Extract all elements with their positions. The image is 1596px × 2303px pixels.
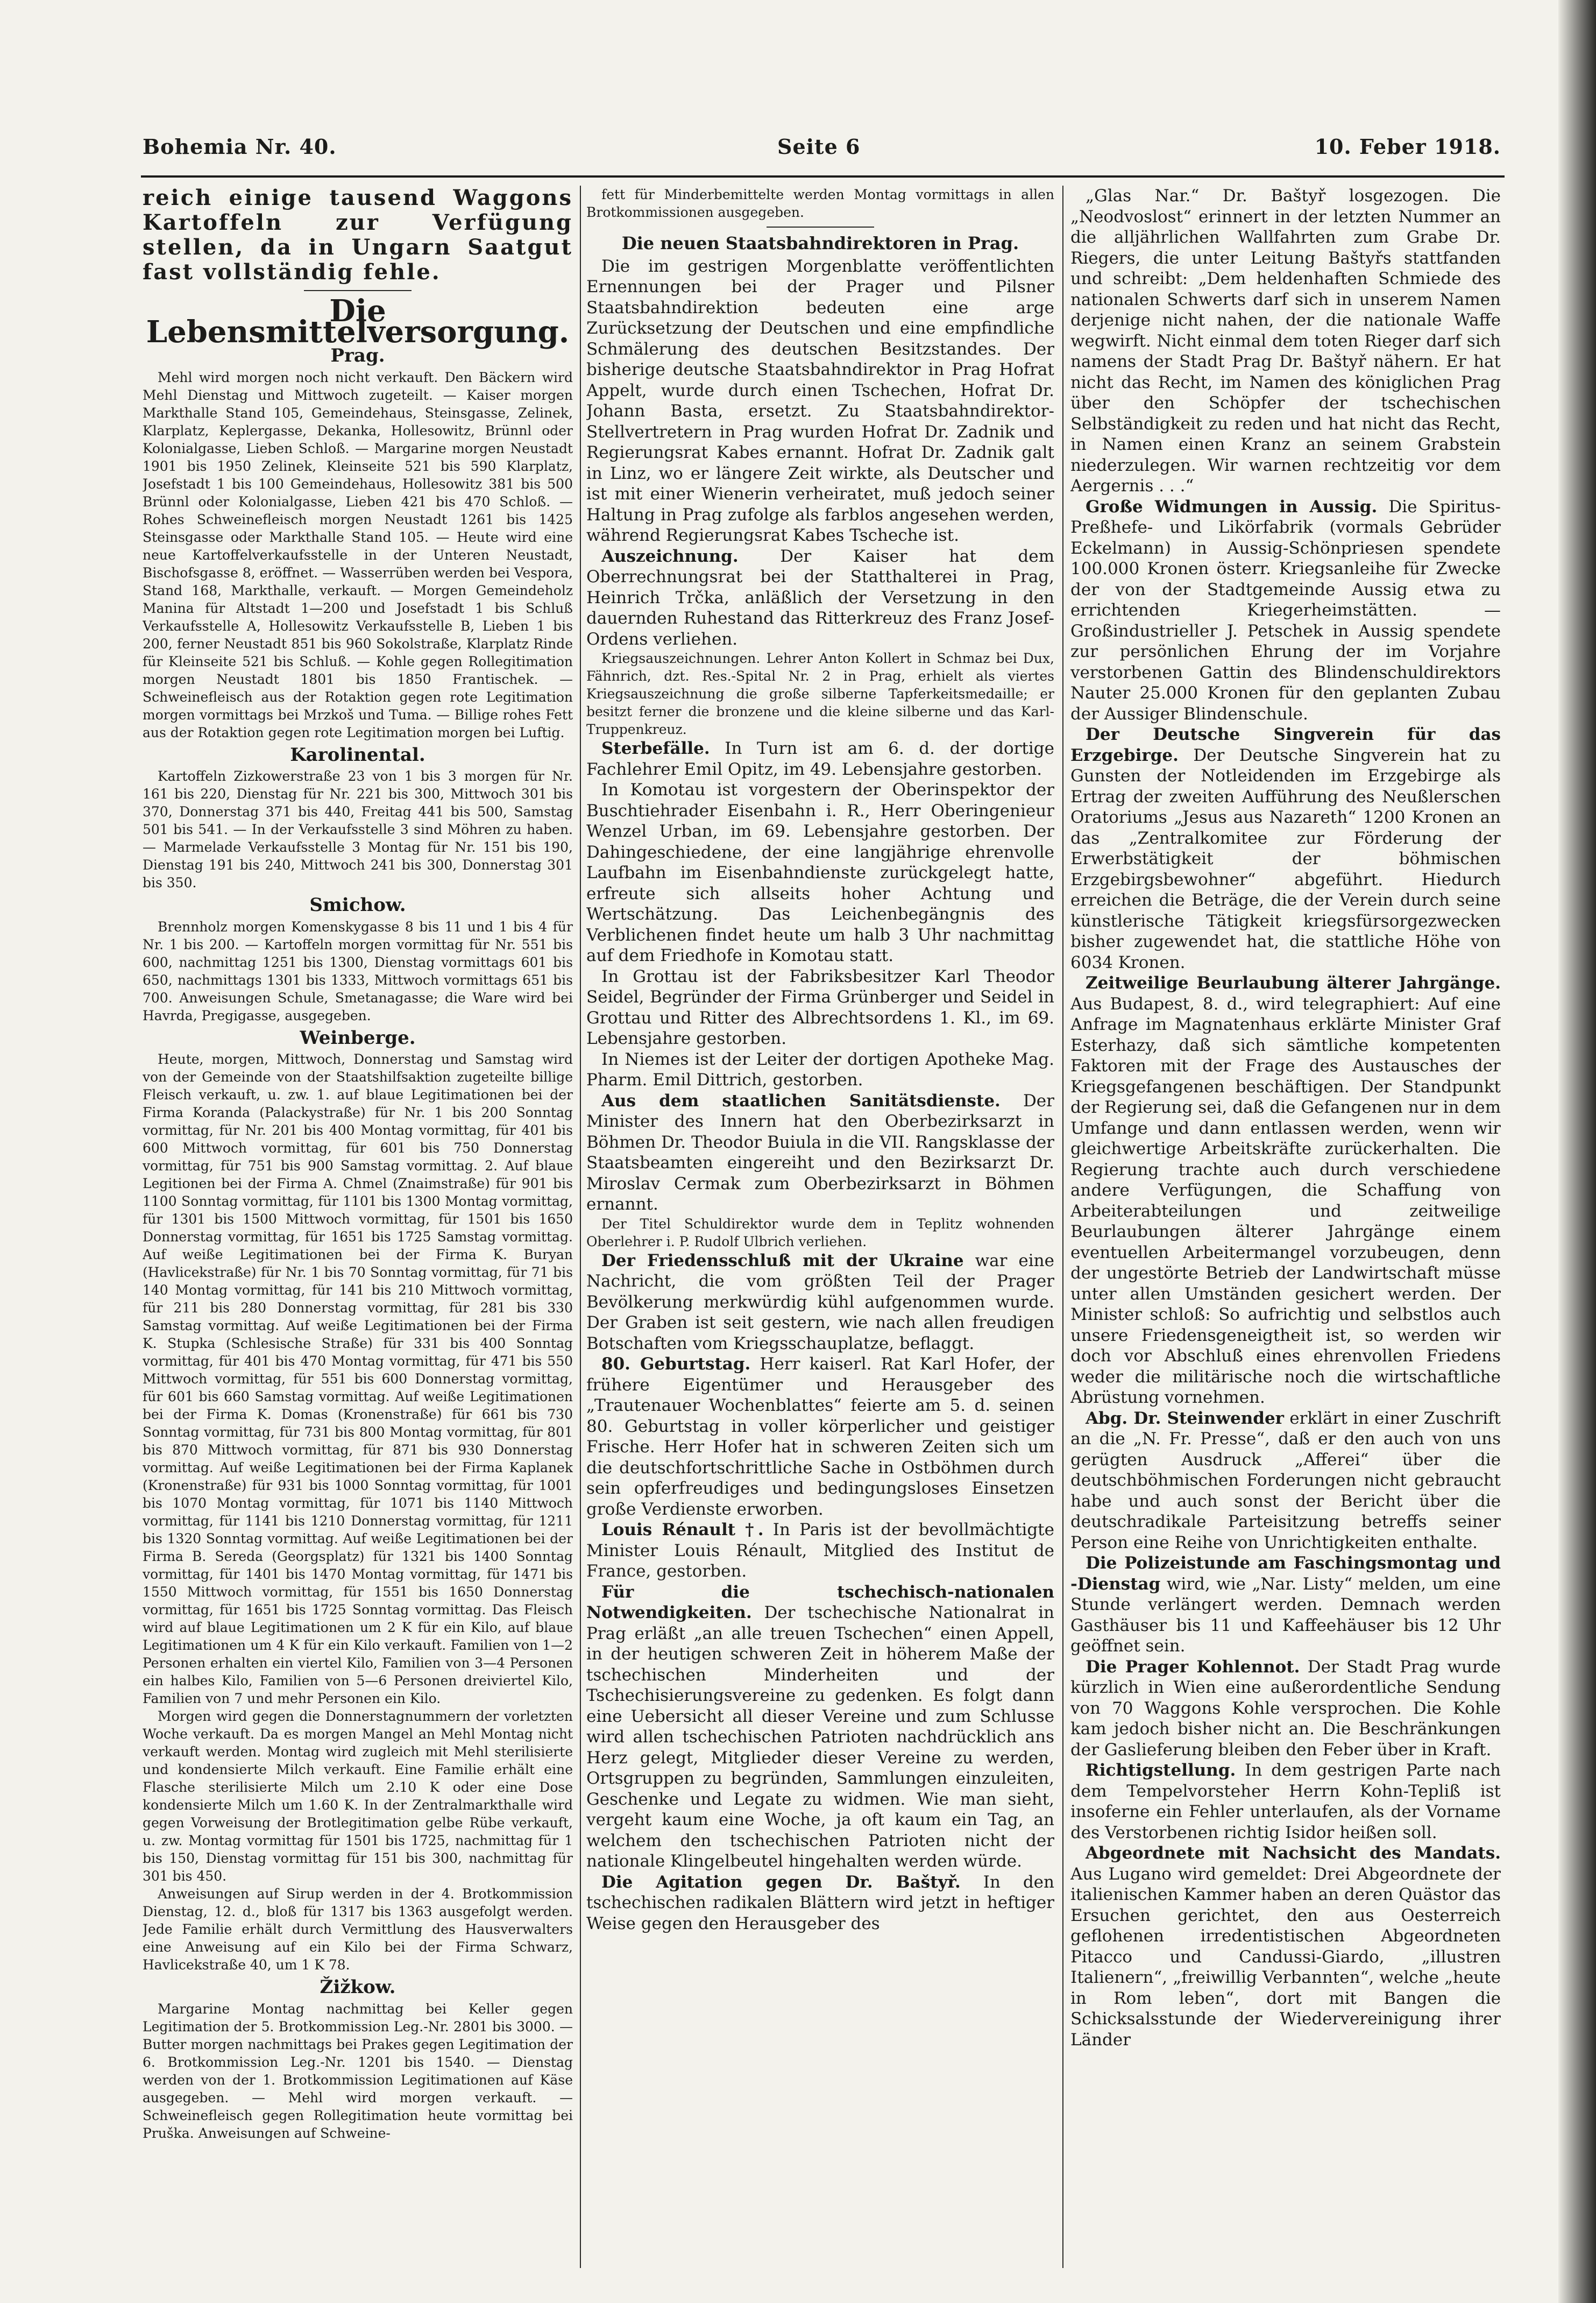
- lead-auszeichnung: Auszeichnung.: [601, 546, 739, 566]
- lead-ukraine: Der Friedensschluß mit der Ukraine: [601, 1251, 964, 1270]
- article-niemes: In Niemes ist der Leiter der dortigen Apotheke Mag. Pharm. Emil Dittrich, gestorben.: [586, 1049, 1054, 1090]
- text-polizeistunde: wird, wie „Nar. Listy“ melden, um eine Stunde verlängert werden. Demnach werden Gasthäuser bis 11 und Kaffeehäuser bis 12 Uhr geöffnet sein.: [1070, 1574, 1501, 1656]
- subhead-weinberge: Weinberge.: [300, 1027, 416, 1049]
- text-renault: In Paris ist der bevollmächtigte Minister Louis Rénault, Mitglied des Institut de France, gestorben.: [586, 1520, 1054, 1581]
- article-kohlennot: [1070, 1657, 1501, 1761]
- article-agitation: [586, 1872, 1054, 1934]
- article-grottau: In Grottau ist der Fabriksbesitzer Karl Theodor Seidel, Begründer der Firma Grünberger und Seidel in Grottau und Ritter des Albrechtsordens 1. Kl., im 69. Lebensjahre gestorben.: [586, 966, 1054, 1048]
- text-ukraine: war eine Nachricht, die vom größten Teil der Prager Bevölkerung merkwürdig kühl aufgenommen wurde. Der Graben ist seit gestern, wie nach allen freudigen Botschaften vom Kriegsschauplatze, beflaggt.: [586, 1251, 1054, 1353]
- text-agitation: In den tschechischen radikalen Blättern wird jetzt in heftiger Weise gegen den Herausgeber des: [586, 1872, 1054, 1933]
- lead-kohlennot: Die Prager Kohlennot.: [1086, 1657, 1300, 1677]
- article-zizkow: Margarine Montag nachmittag bei Keller gegen Legitimation der 5. Brotkommission Leg.-Nr. 2801 bis 3000. — Butter morgen nachmittags bei Prakes gegen Legitimation der 6. Brotkommission Leg.-Nr. 1201 bis 1540. — Dienstag werden von der 1. Brotkommission Legitimationen auf Käse ausgegeben. — Mehl wird morgen verkauft. — Schweinefleisch gegen Rollegitimation heute vormittag bei Pruška. Anweisungen auf Schweine-: [143, 2001, 573, 2141]
- lead-widmungen: Große Widmungen in Aussig.: [1086, 497, 1378, 517]
- article-richtigstellung: [1070, 1760, 1501, 1843]
- article-weinberge-3: Anweisungen auf Sirup werden in der 4. Brotkommission Dienstag, 12. d., bloß für 1317 bis 1363 ausgefolgt werden. Jede Familie erhält durch Vermittlung des Hausverwalters eine Anweisung auf ein Kilo bei der Firma Schwarz, Havlicekstraße 40, um 1 K 78.: [143, 1886, 573, 1973]
- lead-geburtstag: 80. Geburtstag.: [601, 1354, 751, 1374]
- column-2: [586, 186, 1054, 2273]
- article-auszeichnung: [586, 546, 1054, 650]
- lead-richtigstellung: Richtigstellung.: [1086, 1761, 1236, 1780]
- lead-abgeordnete: Abgeordnete mit Nachsicht des Mandats.: [1086, 1843, 1501, 1863]
- column-divider-1: [580, 186, 581, 2268]
- text-beurlaubung: Aus Budapest, 8. d., wird telegraphiert: Auf eine Anfrage im Magnatenhaus erklärte Minister Graf Esterhazy, daß sich sämtliche kompetenten Faktoren mit der Frage des Austausches der Kriegsgefangenen beschäftigen. Der Standpunkt der Regierung sei, daß die Gefangenen nur in dem Umfange und dann entlassen werden, wenn wir gleichwertige Arbeitskräfte zurückerhalten. Die Regierung trachte auch durch verschiedene andere Verfügungen, die Schaffung von Arbeiterabteilungen und zeitweilige Beurlaubungen älterer Jahrgänge einem eventuellen Arbeitermangel vorzubeugen, denn der ungestörte Betrieb der Landwirtschaft müsse unter allen Umständen gesichert werden. Der Minister schloß: So aufrichtig und selbstlos auch unsere Friedensgeneigtheit ist, so werden wir doch vor Abschluß eines ehrenvollen Friedens weder die militärische noch die wirtschaftliche Abrüstung vornehmen.: [1070, 994, 1501, 1407]
- separator: [767, 227, 874, 228]
- lead-renault: Louis Rénault †.: [601, 1520, 764, 1539]
- lead-sanitaetsdienst: Aus dem staatlichen Sanitätsdienste.: [601, 1091, 1001, 1111]
- article-weinberge: Heute, morgen, Mittwoch, Donnerstag und Samstag wird von der Gemeinde von der Staatshilfsaktion zugeteilte billige Fleisch verkauft, u. zw. 1. auf blaue Legitimationen bei der Firma Koranda (Palackystraße) für Nr. 1 bis 200 Sonntag vormittag, für Nr. 201 bis 400 Montag vormittag, für 401 bis 600 Mittwoch vormittag, für 601 bis 750 Donnerstag vormittag, für 751 bis 900 Samstag vormittag. 2. Auf blaue Legitionen bei der Firma A. Chmel (Znaimstraße) für 901 bis 1100 Sonntag vormittag, für 1101 bis 1300 Montag vormittag, für 1301 bis 1500 Mittwoch vormittag, für 1501 bis 1650 Donnerstag vormittag, für 1651 bis 1725 Samstag vormittag. Auf weiße Legitimationen bei der Firma K. Buryan (Havlicekstraße) für Nr. 1 bis 70 Sonntag vormittag, für 71 bis 140 Montag vormittag, für 141 bis 210 Mittwoch vormittag, für 211 bis 280 Donnerstag vormittag, für 281 bis 330 Samstag vormittag. Auf weiße Legitimationen bei der Firma K. Stupka (Schlesische Straße) für 331 bis 400 Sonntag vormittag, für 401 bis 470 Montag vormittag, für 471 bis 550 Mittwoch vormittag, für 551 bis 600 Donnerstag vormittag, für 601 bis 660 Samstag vormittag. Auf weiße Legitimationen bei der Firma K. Domas (Kronenstraße) für 661 bis 730 Sonntag vormittag, für 731 bis 800 Montag vormittag, für 801 bis 870 Mittwoch vormittag, für 871 bis 930 Donnerstag vormittag. Auf weiße Legitimationen bei der Firma Kaplanek (Kronenstraße) für 931 bis 1000 Sonntag vormittag, für 1001 bis 1070 Montag vormittag, für 1071 bis 1140 Mittwoch vormittag, für 1141 bis 1210 Donnerstag vormittag, für 1211 bis 1320 Sonntag vormittag. Auf weiße Legitimationen bei der Firma B. Sereda (Georgsplatz) für 1321 bis 1400 Sonntag vormittag, für 1401 bis 1470 Montag vormittag, für 1471 bis 1550 Mittwoch vormittag, für 1551 bis 1650 Donnerstag vormittag, für 1651 bis 1725 Sonntag vormittag. Das Fleisch wird auf blaue Legitimationen um 2 K für ein Kilo, auf blaue Legitimationen um 4 K für ein Kilo verkauft. Familien von 1—2 Personen erhalten ein viertel Kilo, Familien von 3—4 Personen ein halbes Kilo, Familien von 5—6 Personen dreiviertel Kilo, Familien von 7 und mehr Personen ein Kilo.: [143, 1051, 573, 1706]
- lead-steinwender: Abg. Dr. Steinwender: [1086, 1408, 1285, 1428]
- lead-beurlaubung: Zeitweilige Beurlaubung älterer Jahrgänge.: [1086, 973, 1501, 993]
- lead-agitation: Die Agitation gegen Dr. Baštyř.: [601, 1872, 961, 1892]
- header-rule: [141, 175, 1505, 178]
- article-kriegsauszeichnungen: Kriegsauszeichnungen. Lehrer Anton Kollert in Schmaz bei Dux, Fähnrich, dzt. Res.-Spital Nr. 2 in Prag, erhielt als viertes Kriegsauszeichnung die große silberne Tapferkeitsmedaille; er besitzt ferner die bronzene und die kleine silberne und das Karl-Truppenkreuz.: [586, 651, 1054, 737]
- article-schuldirektor: Der Titel Schuldirektor wurde dem in Teplitz wohnenden Oberlehrer i. P. Rudolf Ulbrich verliehen.: [586, 1216, 1054, 1249]
- article-staatsbahndirektoren: Die im gestrigen Morgenblatte veröffentlichten Ernennungen bei der Prager und Pilsner Staatsbahndirektion bedeuten eine arge Zurücksetzung der Deutschen und eine empfindliche Schmälerung des deutschen Besitzstandes. Der bisherige deutsche Staatsbahndirektor in Prag Hofrat Appelt, wurde durch einen Tschechen, Hofrat Dr. Johann Basta, ersetzt. Zu Staatsbahndirektor-Stellvertretern in Prag wurden Hofrat Dr. Zadnik und Regierungsrat Kabes ernannt. Hofrat Dr. Zadnik galt in Linz, wo er längere Zeit wirkte, als Deutscher und ist mit einer Wienerin verheiratet, muß jedoch seiner Haltung in Prag zufolge als farblos angesehen werden, während Regierungsrat Kabes Tscheche ist.: [586, 256, 1054, 545]
- text-notwendigkeiten: Der tschechische Nationalrat in Prag erläßt „an alle treuen Tschechen“ einen Appell, in der heutigen schweren Zeit in höherem Maße der tschechischen Minderheiten und der Tschechisierungsvereine zu gedenken. Es folgt dann eine Uebersicht all dieser Vereine und zum Schlusse wird allen tschechischen Patrioten nachdrücklich ans Herz gelegt, Mitglieder dieser Vereine zu werden, Ortsgruppen zu begründen, Sammlungen einzuleiten, Geschenke und Legate zu widmen. Wie man sieht, vergeht kaum eine Woche, ja oft kaum ein Tag, an welchem den tschechischen Patrioten nicht der nationale Klingelbeutel hingehalten werden würde.: [586, 1603, 1054, 1871]
- section-title-lebensmittel: Die Lebensmittelversorgung.: [146, 293, 570, 350]
- page-edge-shadow: [1558, 0, 1596, 2303]
- text-kohlennot: Der Stadt Prag wurde kürzlich in Wien eine außerordentliche Sendung von 70 Waggons Kohle versprochen. Die Kohle kam jedoch bisher nicht an. Die Beschränkungen der Gaslieferung bleiben den Feber über in Kraft.: [1070, 1657, 1501, 1760]
- article-karolinental: Kartoffeln Zizkowerstraße 23 von 1 bis 3 morgen für Nr. 161 bis 220, Dienstag für Nr. 221 bis 300, Mittwoch 301 bis 370, Donnerstag 371 bis 440, Freitag 441 bis 500, Samstag 501 bis 541. — In der Verkaufsstelle 3 sind Möhren zu haben. — Marmelade Verkaufsstelle 3 Montag für Nr. 151 bis 190, Dienstag 191 bis 240, Mittwoch 241 bis 300, Donnerstag 301 bis 350.: [143, 768, 573, 891]
- article-smichow: Brennholz morgen Komenskygasse 8 bis 11 und 1 bis 4 für Nr. 1 bis 200. — Kartoffeln morgen vormittag für Nr. 551 bis 600, nachmittag 1251 bis 1300, Dienstag vormittags 601 bis 650, nachmittags 1301 bis 1333, Mittwoch vormittags 651 bis 700. Anweisungen Schule, Smetanagasse; die Ware wird bei Havrda, Pregigasse, ausgegeben.: [143, 919, 573, 1023]
- article-ukraine: [586, 1251, 1054, 1354]
- header-newspaper-issue: Bohemia Nr. 40.: [143, 135, 337, 159]
- article-abgeordnete: [1070, 1843, 1501, 2050]
- lead-sterbefaelle: Sterbefälle.: [601, 739, 710, 758]
- separator: [304, 290, 412, 291]
- article-prag: Mehl wird morgen noch nicht verkauft. Den Bäckern wird Mehl Dienstag und Mittwoch zugeteilt. — Kaiser morgen Markthalle Stand 105, Gemeindehaus, Steinsgasse, Zelinek, Klarplatz, Keplergasse, Dekanka, Hollesowitz, Brünnl oder Kolonialgasse, Lieben Schloß. — Margarine morgen Neustadt 1901 bis 1950 Zelinek, Kleinseite 521 bis 590 Klarplatz, Josefstadt 1 bis 100 Gemeindehaus, Hollesowitz 381 bis 500 Brünnl oder Kolonialgasse, Lieben 421 bis 470 Schloß. — Rohes Schweinefleisch morgen Neustadt 1261 bis 1425 Steinsgasse oder Markthalle Stand 105. — Heute wird eine neue Kartoffelverkaufsstelle in der Unteren Neustadt, Bischofsgasse 8, eröffnet. — Wasserrüben werden bei Vespora, Stand 168, Markthalle, verkauft. — Morgen Gemeindeholz Manina für Altstadt 1—200 und Josefstadt 1 bis Schluß Verkaufsstelle A, Hollesowitz Verkaufsstelle B, Lieben 1 bis 200, ferner Neustadt 851 bis 960 Sokolstraße, Klarplatz Rinde für Kleinseite 521 bis Schluß. — Kohle gegen Rollegitimation morgen Neustadt 1801 bis 1850 Frantischek. — Schweinefleisch aus der Rotaktion gegen rote Legitimation morgen vormittags bei Mrzkoš und Tuma. — Billige rohes Fett aus der Rotaktion gegen rote Legitimation morgen bei Luftig.: [143, 369, 573, 740]
- header-date: 10. Feber 1918.: [1314, 135, 1501, 159]
- article-notwendigkeiten: [586, 1582, 1054, 1872]
- lead-polizeistunde: Die Polizeistunde am Faschingsmontag und -Dienstag: [1070, 1553, 1501, 1594]
- text-abgeordnete: Aus Lugano wird gemeldet: Drei Abgeordnete der italienischen Kammer haben an deren Quästor das Ersuchen gerichtet, den aus Oesterreich geflohenen irredentistischen Abgeordneten Pitacco und Candussi-Giardo, „illustren Italienern“, „freiwillig Verbannten“, welche „heute in Rom leben“, dort mit Bangen die Schicksalsstunde der Wiedervereinigung ihrer Länder: [1070, 1864, 1501, 2050]
- article-komotau: In Komotau ist vorgestern der Oberinspektor der Buschtiehrader Eisenbahn i. R., Herr Oberingenieur Wenzel Urban, im 69. Lebensjahre gestorben. Der Dahingeschiedene, der eine langjährige ehrenvolle Laufbahn im Eisenbahndienste zurückgelegt hatte, erfreute sich allseits hoher Achtung und Wertschätzung. Das Leichenbegängnis des Verblichenen findet heute um halb 3 Uhr nachmittag auf dem Friedhofe in Komotau statt.: [586, 780, 1054, 965]
- article-sanitaetsdienst: [586, 1091, 1054, 1215]
- column-3: [1070, 186, 1501, 2273]
- text-sanitaetsdienst: Der Minister des Innern hat den Oberbezirksarzt in Böhmen Dr. Theodor Buiula in die VII. Rangsklasse der Staatsbeamten eingereiht und den Bezirksarzt Dr. Miroslav Cermak zum Oberbezirksarzt in Böhmen ernannt.: [586, 1091, 1054, 1214]
- article-continuation: fett für Minderbemittelte werden Montag vormittags in allen Brotkommissionen ausgegeben.: [586, 187, 1054, 220]
- lead-singverein: Der Deutsche Singverein für das Erzgebirge.: [1070, 725, 1501, 765]
- article-sterbefaelle: [586, 738, 1054, 780]
- lead-notwendigkeiten: Für die tschechisch-nationalen Notwendigkeiten.: [586, 1582, 1054, 1622]
- text-auszeichnung: Der Kaiser hat dem Oberrechnungsrat bei der Statthalterei in Prag, Heinrich Trčka, anläßlich der Versetzung in den dauernden Ruhestand das Ritterkreuz des Franz Josef-Ordens verliehen.: [586, 546, 1054, 649]
- header-page-number: Seite 6: [777, 135, 861, 159]
- article-widmungen: [1070, 497, 1501, 725]
- subhead-karolinental: Karolinental.: [290, 744, 425, 766]
- subhead-smichow: Smichow.: [309, 894, 406, 916]
- headline-staatsbahndirektoren: Die neuen Staatsbahndirektoren in Prag.: [621, 233, 1019, 253]
- intro-text: reich einige tausend Waggons Kartoffeln zur Verfügung stellen, da in Ungarn Saatgut fast vollständig fehle.: [143, 186, 573, 285]
- subhead-zizkow: Žižkow.: [320, 1976, 396, 1998]
- column-1: [143, 186, 573, 2273]
- text-widmungen: Die Spiritus-Preßhefe- und Likörfabrik (vormals Gebrüder Eckelmann) in Aussig-Schönpriesen spendete 100.000 Kronen österr. Kriegsanleihe für Zwecke der von der Stadtgemeinde Aussig etwa zu errichtenden Kriegerheimstätten. — Großindustrieller J. Petschek in Aussig spendete zur persönlichen Ehrung der im Vorjahre verstorbenen Gattin des Blindenschuldirektors Nauter 25.000 Kronen für den geplanten Zubau der Aussiger Blindenschule.: [1070, 497, 1501, 724]
- subhead-prag: Prag.: [330, 345, 385, 366]
- article-beurlaubung: [1070, 973, 1501, 1408]
- article-steinwender: [1070, 1408, 1501, 1553]
- text-richtigstellung: In dem gestrigen Parte nach dem Tempelvorsteher Herrn Kohn-Tepliß ist insoferne ein Fehler unterlaufen, als der Vorname des Verstorbenen richtig Isidor heißen soll.: [1070, 1761, 1501, 1842]
- text-singverein: Der Deutsche Singverein hat zu Gunsten der Notleidenden im Erzgebirge als Ertrag der zweiten Aufführung des Neußlerschen Oratoriums „Jesus aus Nazareth“ 1200 Kronen an das „Zentralkomitee zur Förderung der Erwerbstätigkeit der böhmischen Erzgebirgsbewohner“ abgeführt. Hiedurch erreichen die Beträge, die der Verein durch seine künstlerische Tätigkeit kriegsfürsorgezwecken bisher zugewendet hat, die stattliche Höhe von 6034 Kronen.: [1070, 745, 1501, 972]
- article-weinberge-2: Morgen wird gegen die Donnerstagnummern der vorletzten Woche verkauft. Da es morgen Mangel an Mehl Montag nicht verkauft werden. Montag wird zugleich mit Mehl sterilisierte und kondensierte Milch verkauft. Eine Familie erhält eine Flasche sterilisierte Milch um 2.10 K oder eine Dose kondensierte Milch um 1.60 K. In der Zentralmarkthalle wird gegen Vorweisung der Brotlegitimation gelbe Rübe verkauft, u. zw. Montag vormittag für 1501 bis 1725, nachmittag für 1 bis 150, Dienstag vormittag für 151 bis 300, nachmittag für 301 bis 450.: [143, 1708, 573, 1884]
- article-bastyr-continuation: „Glas Nar.“ Dr. Baštyř losgezogen. Die „Neodvoslost“ erinnert in der letzten Nummer an die alljährlichen Wallfahrten zum Grabe Dr. Riegers, die unter Leitung Baštyřs stattfanden und schreibt: „Dem heldenhaften Schmiede des nationalen Schwerts darf sich in unserem Namen derjenige nicht nahen, der die nationale Waffe wegwirft. Nicht einmal dem toten Rieger darf sich namens der Stadt Prag Dr. Baštyř nähern. Er hat nicht das Recht, im Namen des königlichen Prag über den Schöpfer der tschechischen Selbständigkeit zu reden und hat nicht das Recht, in Namen einen Kranz an seinem Grabstein niederzulegen. Wir warnen rechtzeitig vor dem Aergernis . . .“: [1070, 186, 1501, 496]
- text-sterbefaelle: In Turn ist am 6. d. der dortige Fachlehrer Emil Opitz, im 49. Lebensjahre gestorben.: [586, 739, 1054, 779]
- article-polizeistunde: [1070, 1553, 1501, 1657]
- text-steinwender: erklärt in einer Zuschrift an die „N. Fr. Presse“, daß er den auch von uns gerügten Ausdruck „Afferei“ über die deutschböhmischen Forderungen nicht gebraucht habe und auch sonst der Bericht über die deutschradikale Parteisitzung betreffs seiner Person eine Reihe von Unrichtigkeiten enthalte.: [1070, 1408, 1501, 1552]
- article-renault: [586, 1520, 1054, 1582]
- page-header: [143, 135, 1501, 167]
- column-divider-2: [1062, 186, 1063, 2268]
- article-geburtstag: [586, 1354, 1054, 1520]
- text-geburtstag: Herr kaiserl. Rat Karl Hofer, der frühere Eigentümer und Herausgeber des „Trautenauer Wochenblattes“ feierte am 5. d. seinen 80. Geburtstag in voller körperlicher und geistiger Frische. Herr Hofer hat in schweren Zeiten sich um die deutschfortschrittliche Sache in Ostböhmen durch sein opferfreudiges und bedingungsloses Einsetzen große Verdienste erworben.: [586, 1354, 1054, 1519]
- article-singverein: [1070, 724, 1501, 973]
